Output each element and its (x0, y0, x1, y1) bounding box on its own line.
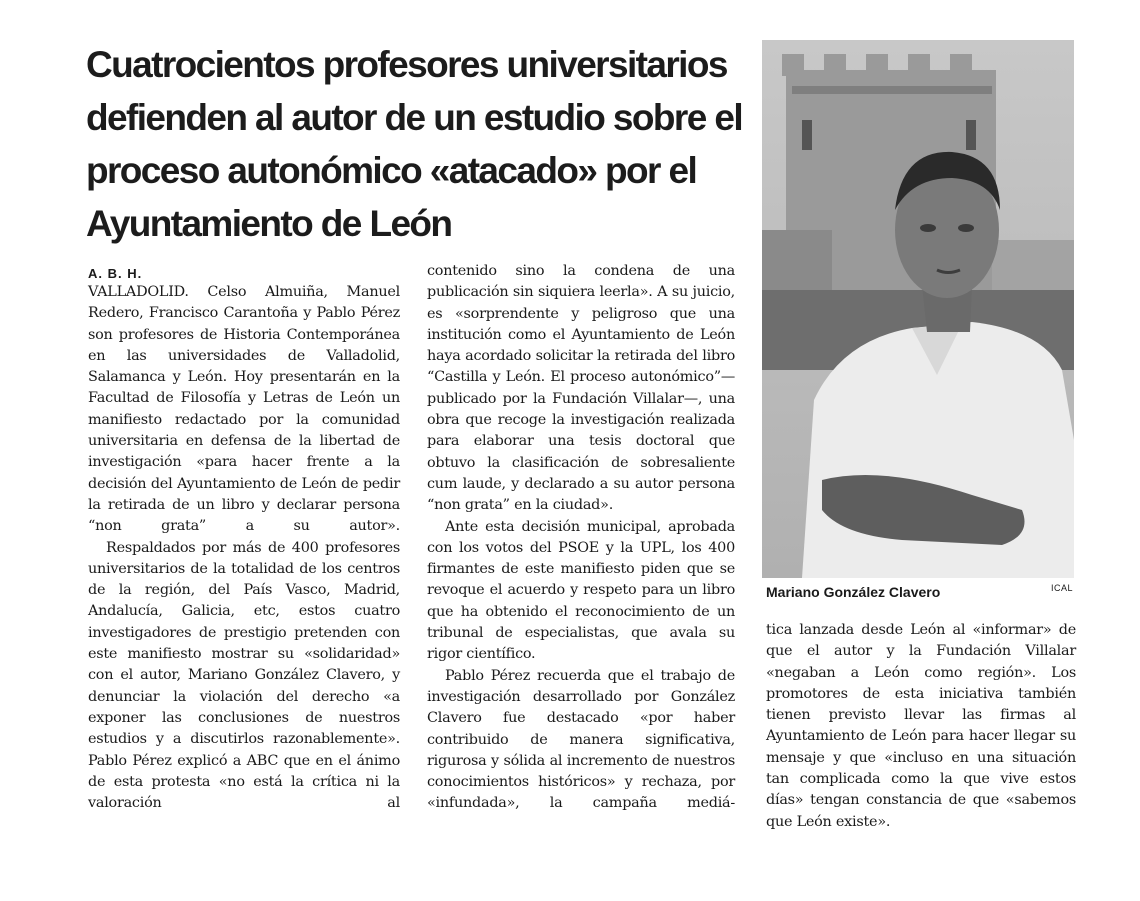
paragraph: Respaldados por más de 400 profesores universitarios de la totalidad de los centros de la región, del País Vasco, Madrid, Andalucía, Galicia, etc, estos cuatro investigadores de prestigio pretenden con este manifiesto mostrar su «solidaridad» con el autor, Mariano González Clavero, y denunciar la violación del derecho «a exponer las conclusiones de nuestros estudios y a discutirlos razonablemente». Pablo Pérez explicó a ABC que en el ánimo de esta protesta «no está la crítica ni la valoración al (88, 539, 400, 812)
article-column-1 (88, 282, 400, 814)
headline: Cuatrocientos profesores universitarios defienden al autor de un estudio sobre el proceso autonómico «atacado» por el Ayuntamiento de León (86, 44, 743, 244)
article-column-3 (766, 620, 1076, 833)
paragraph: Pablo Pérez recuerda que el trabajo de investigación desarrollado por González Clavero fue destacado «por haber contribuido de manera significativa, rigurosa y sólida al incremento de nuestros conocimientos históricos» y rechaza, por «infundada», la campaña mediá- (427, 667, 735, 812)
paragraph: tica lanzada desde León al «informar» de que el autor y la Fundación Villalar «negaban a León como región». Los promotores de esta iniciativa también tienen previsto llevar las firmas al Ayuntamiento de León para hacer llegar su mensaje y que «incluso en una situación tan complicada como la que vive estos días» tengan constancia de que «sabemos que León existe». (766, 622, 1076, 830)
paragraph: VALLADOLID. Celso Almuiña, Manuel Redero, Francisco Carantoña y Pablo Pérez son profesores de Historia Contemporánea en las universidades de Valladolid, Salamanca y León. Hoy presentarán en la Facultad de Filosofía y Letras de León un manifiesto redactado por la comunidad universitaria en defensa de la libertad de investigación «para hacer frente a la decisión del Ayuntamiento de León de pedir la retirada de un libro y declarar persona “non grata” a su autor». (88, 284, 400, 535)
paragraph: contenido sino la condena de una publicación sin siquiera leerla». A su juicio, es «sorprendente y peligroso que una institución como el Ayuntamiento de León haya acordado solicitar la retirada del libro “Castilla y León. El proceso autonómico”—publicado por la Fundación Villalar—, una obra que recoge la investigación realizada para elaborar una tesis doctoral que obtuvo la clasificación de sobresaliente cum laude, y declarado a su autor persona “non grata” en la ciudad». (427, 263, 735, 514)
author-photo (762, 40, 1074, 578)
photo-caption: Mariano González Clavero (766, 584, 941, 600)
paragraph: Ante esta decisión municipal, aprobada con los votos del PSOE y la UPL, los 400 firmantes de este manifiesto piden que se revoque el acuerdo y respeto para un libro que ha obtenido el reconocimiento de un tribunal de especialistas, que avala su rigor científico. (427, 518, 735, 663)
article-column-2 (427, 261, 735, 815)
byline: A. B. H. (88, 266, 143, 281)
portrait-illustration (762, 40, 1074, 578)
photo-credit: ICAL (1051, 583, 1074, 593)
